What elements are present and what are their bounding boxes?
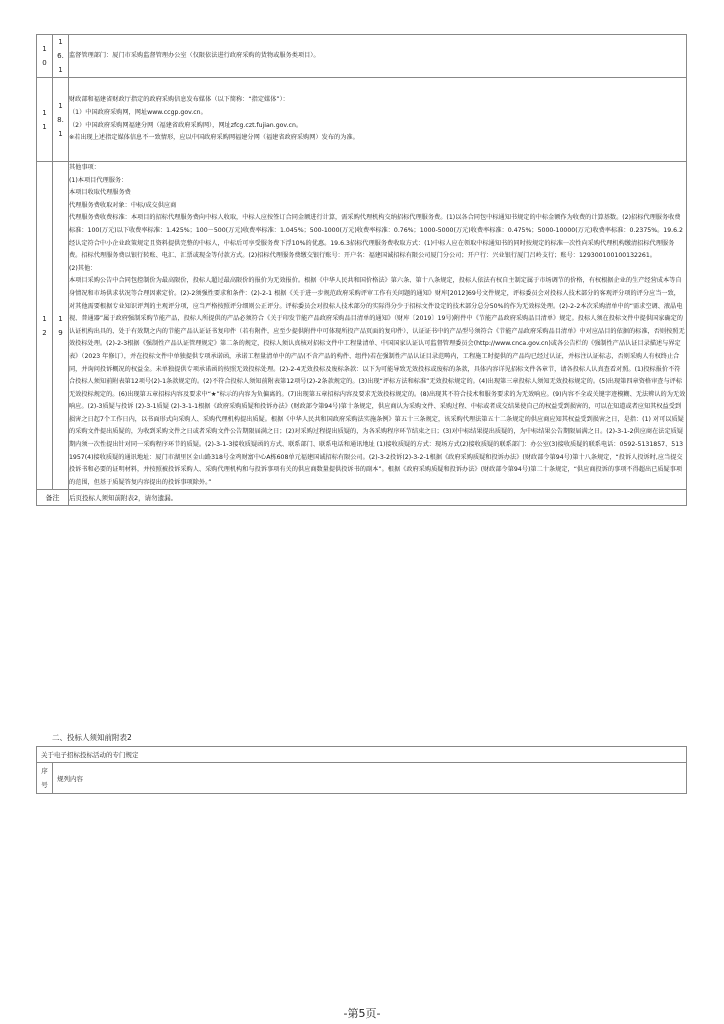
row-seq-cell [37, 162, 53, 490]
page-number: -第5页- [343, 1007, 381, 1020]
row-seq-digit: 1 [42, 122, 47, 131]
clause-text: 代理服务费收取对象：中标/成交供应商 [69, 201, 177, 209]
table-row [37, 35, 687, 78]
clause-text: 其他事项： [69, 164, 100, 171]
clause-text: ※若出现上述指定媒体信息不一致情形，应以中国政府采购网福建分网（福建省政府采购网）发布的为准。 [69, 134, 359, 142]
clause-number-part: 1 [58, 66, 63, 74]
note-label: 备注 [37, 490, 69, 506]
clause-text: (1)本项目代理服务： [69, 176, 128, 184]
table-row [37, 747, 687, 763]
clause-number-cell [53, 35, 69, 78]
header-char: 序 [41, 767, 48, 775]
clause-number-cell [53, 78, 69, 162]
clause-number-part: 1 [58, 129, 63, 138]
clause-text: （1）中国政府采购网，网址www.ccgp.gov.cn。 [69, 108, 207, 116]
clause-content-cell [69, 35, 687, 78]
clause-content-cell [69, 78, 687, 162]
row-seq-digit: 0 [42, 59, 47, 67]
row-seq-digit: 1 [42, 108, 47, 117]
row-seq-digit: 1 [42, 45, 47, 53]
table-row [37, 162, 687, 490]
clause-text: 本项目收取代理服务费 [69, 189, 131, 197]
clause-number-part: 6. [57, 52, 64, 60]
table-row [37, 763, 687, 794]
clause-text: 代理服务费收费标准：本项目的招标代理服务费向中标人收取，中标人应按签订合同金额进行计算，需采购代理机构交纳招标代理服务费。(1)以各合同包中标通知书规定的中标金额作为收费的计算基数。(2)招标代理服务收费标准：100(万元)以下收费率标准：1.425%；100－500(万元)收费率标准：1.045%；500-1000(万元)收费率标准：0.76%；1000-5000(万元)收费率标准：0.475%；5000-10000(万元)收费率标准：0.2375%。19.6.2经认定符合中小企业政策规定且资料提供完整的中标人，中标后可享受服务费下浮10%的优惠。19.6.3招标代理服务费收取方式：(1)中标人应在领取中标通知书的同时按规定的标准一次性向采购代理机构缴清招标代理服务费。招标代理服务费以银行转账、电汇、汇票或现金等付款方式。(2)招标代理服务费缴交银行账号：开户名：福建国诚招标有限公司厦门分公司；开户行：兴业银行厦门吕岭支行；账号：129300100100132261。 [69, 214, 683, 260]
clause-number-part: 1 [58, 38, 63, 46]
section-title: 二、投标人须知前附表2 [52, 733, 132, 742]
clause-text: (2)其他： [69, 264, 97, 272]
note-text: 后页投标人须知前附表2，请勿遗漏。 [69, 490, 687, 506]
row-seq-cell [37, 78, 53, 162]
clause-number-part: 1 [58, 101, 63, 110]
clause-number-part: 1 [58, 314, 63, 323]
bid-info-table [36, 34, 687, 506]
row-seq-digit: 2 [42, 328, 47, 337]
clause-number-cell [53, 162, 69, 490]
clause-text: （2）中国政府采购网福建分网（福建省政府采购网），网址zfcg.czt.fujian.gov.cn。 [69, 121, 303, 129]
clause-number-part: 9 [58, 328, 63, 337]
sub-table-no-header [37, 763, 53, 794]
table-row [37, 490, 687, 506]
header-char: 号 [41, 781, 48, 789]
clause-number-part: 8. [57, 115, 64, 124]
sub-table-title: 关于电子招标投标活动的专门规定 [37, 747, 687, 763]
row-seq-digit: 1 [42, 314, 47, 323]
table-row [37, 78, 687, 162]
sub-table-content-header: 规列内容 [53, 763, 687, 794]
electronic-bidding-table [36, 746, 687, 794]
clause-text: 本项目采购公告中合同包控制价为最高限价，投标人超过最高限价的报价为无效报价。根据《中华人民共和国价格法》第六条、第十八条规定，投标人依法有权自主制定属于市场调节的价格，有权根据企业的生产经营成本等自身情况和市场供求状况等合理因素定价。(2)-2须强性要求和条件：(2)-2-1 根据《关于进一步规范政府采购评审工作有关问题的通知》财库[2012]69号文件规定，评标委员会对投标人技术部分的客观评分项的评分应当一致，对其他需要根据专业知识评判的主观评分项，应当严格按照评分细则公正评分。评标委员会对投标人技术部分的实际得分少于招标文件设定的技术部分总分50%的作为无效标处理。(2)-2-2本次采购清单中的“需求空调、液晶电视、普通器”属于政府强制采购节能产品，投标人所提供的产品必须符合《关于印发节能产品政府采购品目清单的通知》（财库〔2019〕19号)附件中《节能产品政府采购品目清单》规定。投标人须在投标文件中提供国家确定的认证机构出具的、处于有效期之内的节能产品认证证书复印件（若有附件，应至少提供附件中可体现所投产品页面的复印件），认证证书中的产品型号须符合《节能产品政府采购品目清单》中对应品目的依据的标准，否则按照无效投标处理。(2)-2-3根据《强制性产品认证管理规定》第二条的规定，投标人须认真核对招标文件中工程量清单、中国国家认证认可监督管理委员会(http://www.cnca.gov.cn)或各公告栏的《强制性产品认证目录描述与界定表》（2023 年修订），并在投标文件中单独提供专项承诺函，承诺工程量清单中的产品(不含产品的构件、组件)若在强制性产品认证目录范畴内，工程施工时提供的产品均已经过认证，并标注认证标志，否则采购人有权终止合同，并询问投诉概况的权益金。未单独提供专项承诺函的按照无效投标处理。(2)-2-4无效投标及废标条款：以下为可能导致无效投标或废标的条款，具体内容详见招标文件各章节，请各投标人认真查看对照。(1)投标报价不符合投标人须知前附表第12项号(2)-1条款规定的。(2)不符合投标人须知前附表第12项号(2)-2条款规定的。(3)出现“评标方法和标准”无效投标规定的。(4)出现第三章投标人须知无效投标规定的。(5)出现第四章资格审查与评标无效投标规定的。(6)出现第五章招标内容及要求中“★”标示的内容为负偏离的。(7)出现第五章招标内容及要求无效投标规定的。(8)出现其不符合技术和服务要求的为无效响应。(9)内容不全或关键字迹模糊、无法辨认的为无效响应。(2)-3质疑与投诉 (2)-3-1质疑 (2)-3-1-1根据《政府采购质疑和投诉办法》(财政部令第94号)第十条规定，供应商认为采购文件、采购过程、中标或者成交结果使自己的权益受到损害的，可以在知道或者应知其权益受到损害之日起7个工作日内，以书面形式向采购人、采购代理机构提出质疑。根据《中华人民共和国政府采购法实施条例》第五十三条规定，该采购代理法第五十二条规定的供应商应知其权益受到损害之日，是指：(1) 对可以质疑的采购文件提出质疑的，为收到采购文件之日或者采购文件公告期限届满之日；(2)对采购过程提出质疑的，为各采购程序环节结束之日；(3)对中标结果提出质疑的，为中标结果公告期限届满之日。(2)-3-1-2供应商在法定质疑期内须一次性提出针对同一采购程序环节的质疑。(2)-3-1-3接收质疑函的方式、联系部门、联系电话和通讯地址 (1)接收质疑的方式：现场方式(2)接收质疑的联系部门：办公室(3)接收质疑的联系电话：0592-5131857、5131957(4)接收质疑的通讯地址：厦门市湖里区金山路318号金鸡财富中心A栋608单元福建国诚招标有限公司。(2)-3-2投诉(2)-3-2-1根据《政府采购质疑和投诉办法》(财政部令第94号)第十八条规定，“投诉人投诉时,应当提交投诉书和必要的证明材料，并按照被投诉采购人、采购代理机构和与投诉事项有关的供应商数量提供投诉书的副本”。根据《政府采购质疑和投诉办法》(财政部令第94号)第二十条规定，“供应商投诉的事项不得超出已质疑事项的范围，但基于质疑答复内容提出的投诉事项除外。” [69, 277, 686, 486]
clause-content-cell [69, 162, 687, 490]
row-seq-cell [37, 35, 53, 78]
clause-text: 监督管理部门：厦门市采购监督管理办公室（仅限依法进行政府采购的货物或服务类项目）。 [69, 51, 320, 59]
clause-text: 财政部和福建省财政厅指定的政府采购信息发布媒体（以下简称：“指定媒体”）： [69, 96, 289, 104]
